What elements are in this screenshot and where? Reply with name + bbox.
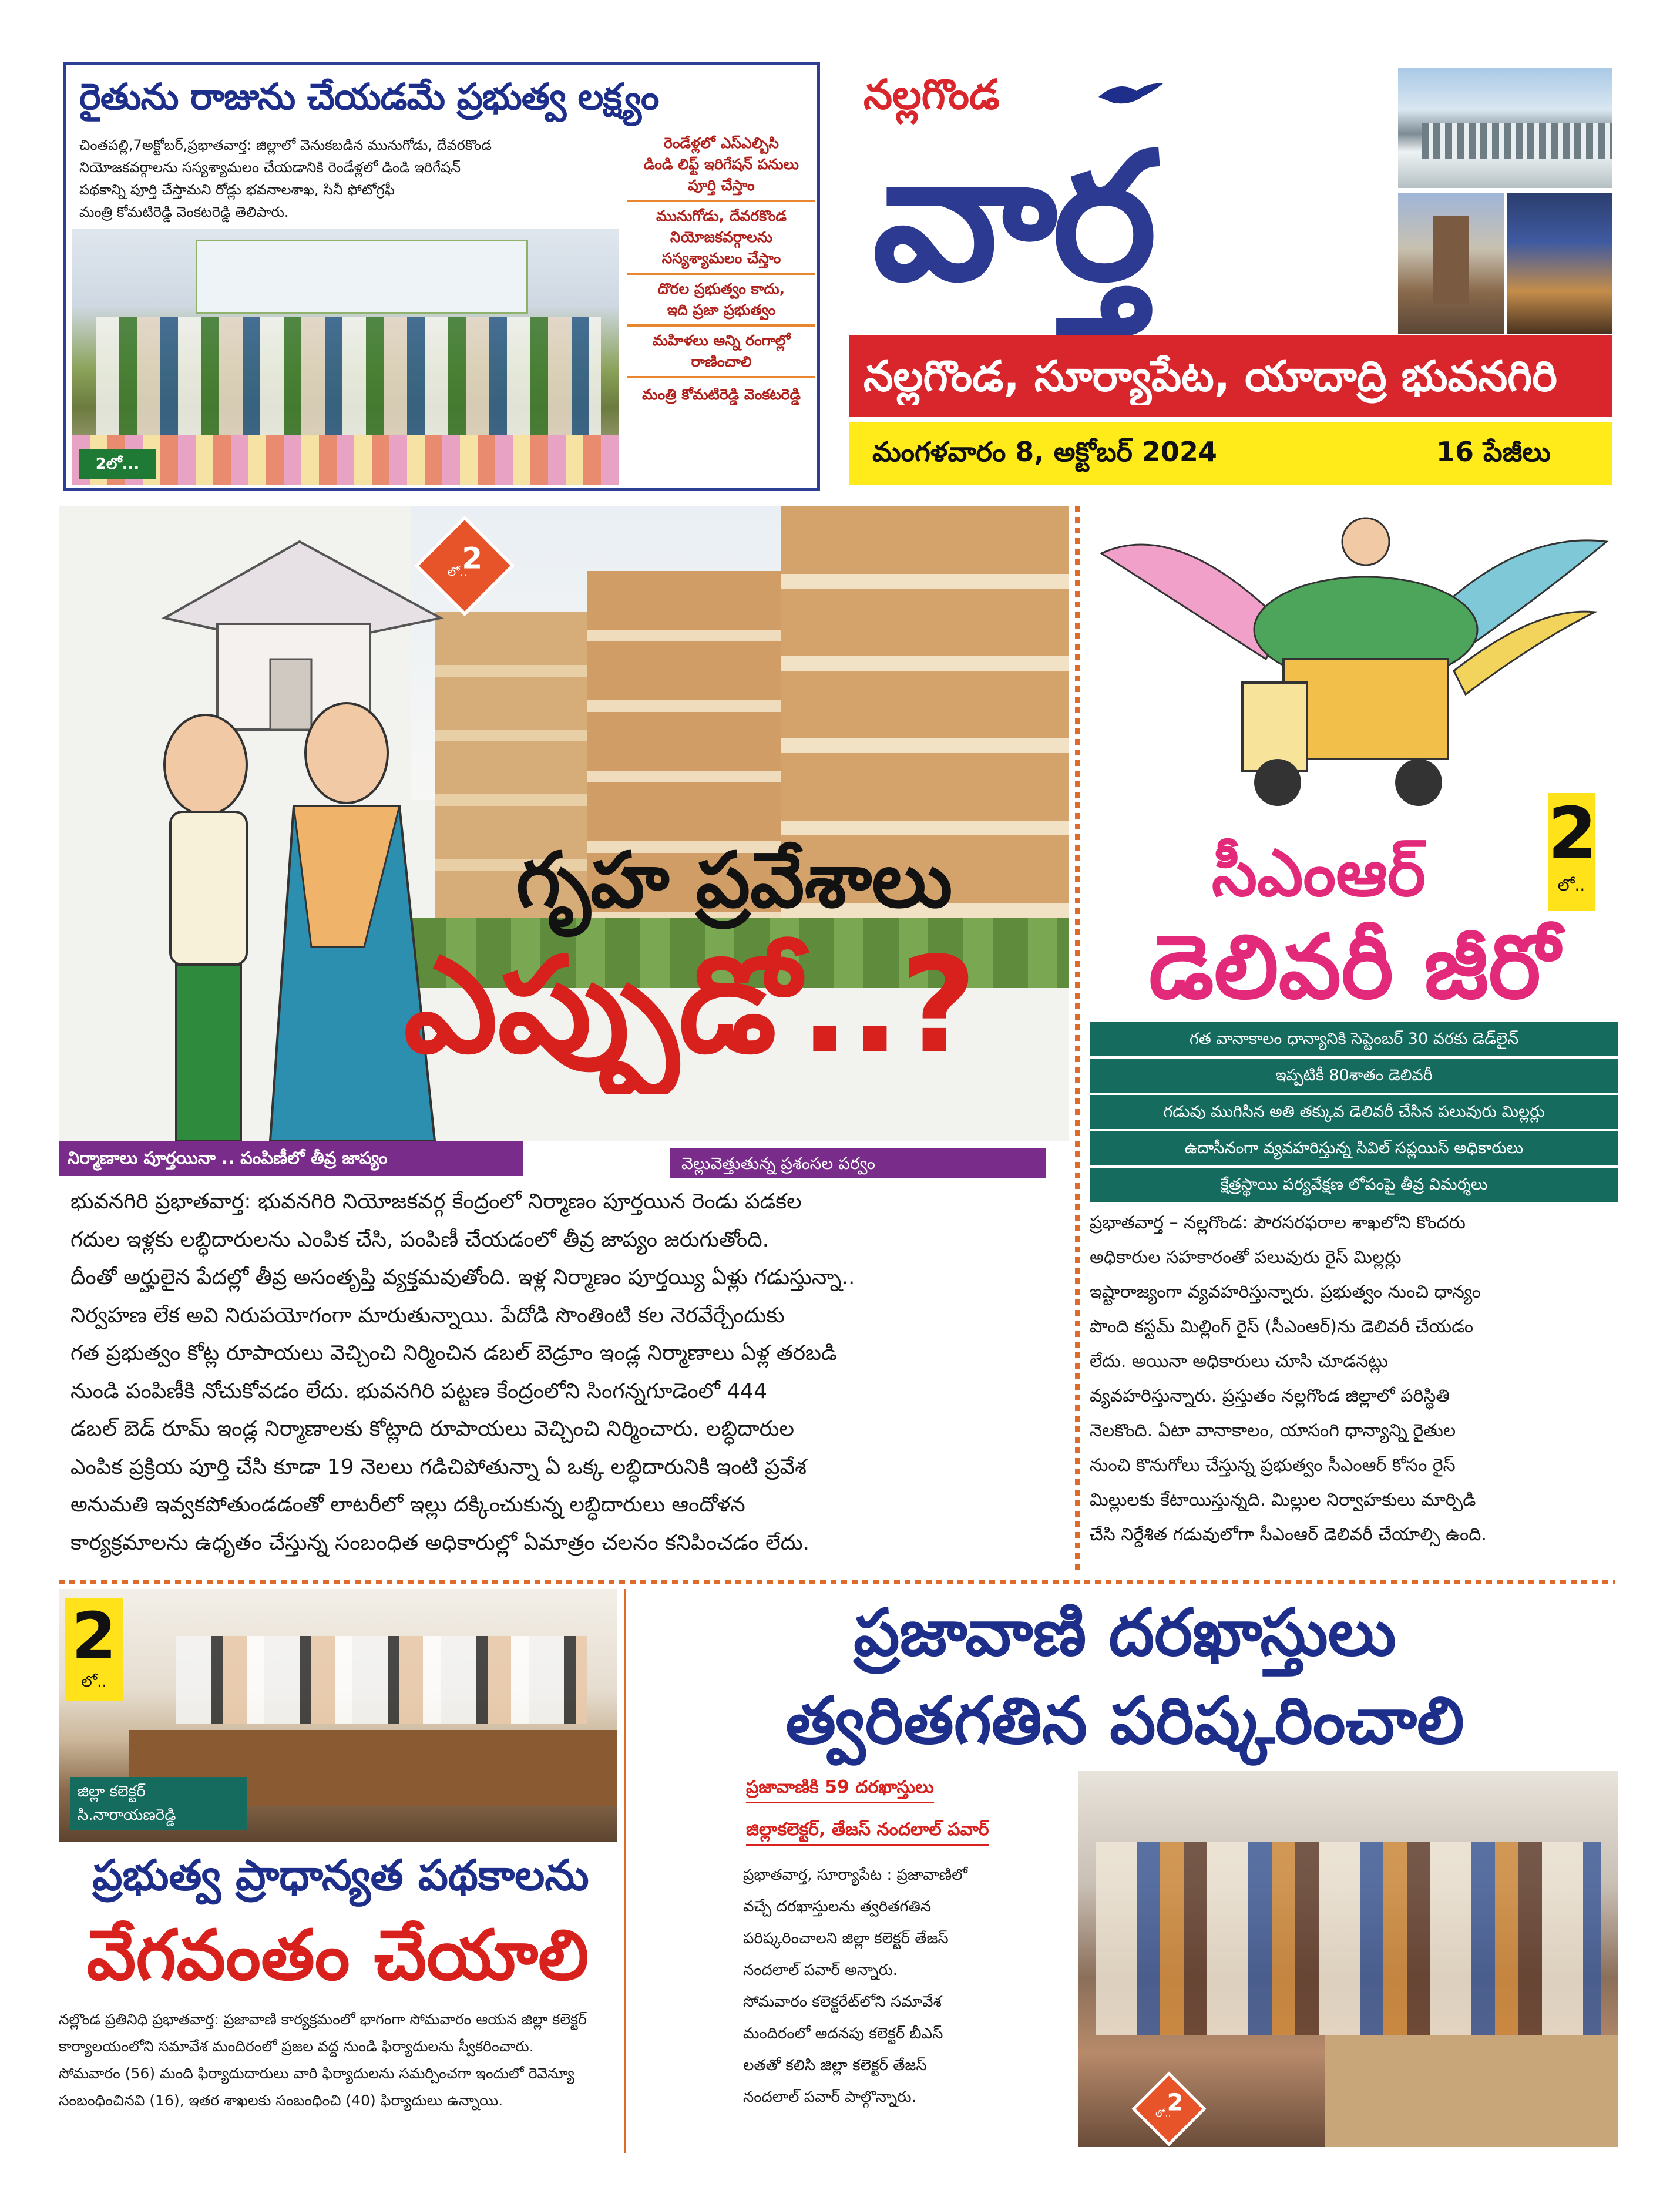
housing-line: అనుమతి ఇవ్వకపోతుండడంతో లాటరీలో ఇల్లు దక్కించుకున్న లబ్ధిదారులు ఆందోళన [70,1493,745,1517]
bullet-5-line: మంత్రి కోమటిరెడ్డి వెంకటరెడ్డి [642,386,801,403]
badge-2lo-cmr[interactable] [1548,793,1595,911]
cmr-line: చేసి నిర్దేశిత గడువులోగా సీఎంఆర్ డెలివరీ చేయాల్సి ఉంది. [1090,1524,1487,1545]
top-story-line: మంత్రి కోమటిరెడ్డి వెంకటరెడ్డి తెలిపారు. [79,204,289,220]
date-bar [849,422,1612,485]
housing-sub-left-text: నిర్మాణాలు పూర్తయినా .. పంపిణీలో తీవ్ర జాప్యం [68,1148,388,1168]
cmr-line: మిల్లులకు కేటాయిస్తున్నది. మిల్లుల నిర్వాహకులు మార్పిడి [1090,1490,1476,1510]
housing-line: గత ప్రభుత్వం కోట్ల రూపాయలు వెచ్చించి నిర్మించిన డబల్ బెడ్రూం ఇండ్ల నిర్మాణాలు ఏళ్ల తరబడి [70,1341,837,1365]
cmr-bar-1-text: గత వానాకాలం ధాన్యానికి సెప్టెంబర్ 30 వరకు డెడ్‌లైన్ [1189,1030,1519,1048]
temple-tower [1433,216,1469,304]
cmr-bar-2-text: ఇప్పటికీ 80శాతం డెలివరీ [1275,1066,1433,1084]
housing-line: దీంతో అర్హులైన పేదల్లో తీవ్ర అసంతృప్తి వ్యక్తమవుతోంది. ఇళ్ల నిర్మాణం పూర్తయ్యి ఏళ్లు గడుస్తున్నా.. [70,1265,855,1289]
dam-wall [1422,123,1612,159]
bullet-3-line: దొరల ప్రభుత్వం కాదు, [657,280,785,297]
bullet-1 [627,129,815,202]
cmr-bar-5-text: క్షేత్రస్థాయి పర్యవేక్షణ లోపంపై తీవ్ర విమర్శలు [1220,1175,1488,1194]
column-divider [1075,506,1080,1574]
caption-line: జిల్లా కలెక్టర్ [78,1783,146,1800]
top-story-line: పథకాన్ని పూర్తి చేస్తామని రోడ్లు భవనాలశాఖ, సినీ ఫోటోగ్రఫీ [79,182,395,198]
prajavani-line: పరిష్కరించాలని జిల్లా కలెక్టర్ తేజస్ [743,1930,949,1947]
collector-headline-2: వేగవంతం చేయాలి [86,1914,589,1995]
page-ref-2lo[interactable]: 2లో... [79,449,156,479]
issue-date: మంగళవారం 8, అక్టోబర్ 2024 [872,436,1217,468]
page-count: 16 పేజీలు [1436,436,1551,468]
cmr-line: ప్రభాతవార్త – నల్లగొండ: పౌరసరఫరాల శాఖలోని కొందరు [1090,1212,1466,1233]
badge-num: 2 [462,541,483,576]
officials-row [176,1636,587,1724]
badge-num: 2 [71,1598,117,1674]
bullet-3-line: ఇది ప్రజా ప్రభుత్వం [667,301,776,318]
cmr-story [1090,506,1618,1574]
cmr-line: నెలకొంది. ఏటా వానాకాలం, యాసంగి ధాన్యాన్ని రైతుల [1090,1420,1456,1441]
prajavani-line: సోమవారం కలెక్టరేట్‌లోని సమావేశ [743,1993,942,2011]
collector-line: కార్యాలయంలోని సమావేశ మందిరంలో ప్రజల వద్ద నుండి ఫిర్యాదులను స్వీకరించారు. [59,2038,534,2055]
meeting-photo [59,1589,617,1842]
collector-body [59,2006,617,2114]
caption-line: సి.నారాయణరెడ్డి [78,1806,176,1824]
top-story-box [63,62,820,491]
cmr-line: అధికారుల సహకారంతో పలువురు రైస్ మిల్లర్లు [1090,1247,1402,1268]
housing-line: నిర్వహణ లేక అవి నిరుపయోగంగా మారుతున్నాయి. పేదోడి సొంతింటి కల నెరవేర్చేందుకు [70,1303,785,1328]
cmr-line: నుంచి కొనుగోలు చేస్తున్న ప్రభుత్వం సీఎంఆర్ కోసం రైస్ [1090,1455,1456,1476]
prajavani-story [631,1589,1618,2153]
prajavani-body [743,1859,1066,2113]
cmr-headline-2: డెలివరీ జీరో [1148,916,1560,1019]
prajavani-line: మందిరంలో అదనపు కలెక్టర్ బీఎస్ [743,2025,943,2042]
top-story-body [79,134,626,223]
cmr-line: పొంది కస్టమ్ మిల్లింగ్ రైస్ (సీఎంఆర్)ను డెలివరీ చేయడం [1090,1316,1474,1337]
housing-line: గదుల ఇళ్లకు లబ్ధిదారులను ఎంపిక చేసి, పంపిణీ చేయడంలో తీవ్ర జాప్యం జరుగుతోంది. [70,1227,770,1252]
collector-line: సోమవారం (56) మంది ఫిర్యాదుదారులు వారి ఫిర్యాదులను సమర్పించగా ఇందులో రెవెన్యూ [59,2065,574,2082]
badge-2lo-prajavani[interactable] [1131,2071,1206,2146]
cmr-bar-2 [1090,1059,1618,1095]
housing-story [59,506,1069,1574]
column-divider-2 [624,1589,626,2153]
prajavani-sub-2: జిల్లాకలెక్టర్, తేజస్ నందలాల్ పవార్ [746,1819,989,1846]
logo-main: వార్త [872,115,1153,320]
collector-caption [70,1777,247,1830]
logo-prefix: నల్లగొండ [863,70,1000,119]
cmr-line: ఇష్టారాజ్యంగా వ్యవహరిస్తున్నారు. ప్రభుత్వం నుంచి ధాన్యం [1090,1282,1481,1302]
housing-line: కార్యక్రమాలను ఉధృతం చేస్తున్న సంబంధిత అధికారుల్లో ఏమాత్రం చలనం కనిపించడం లేదు. [70,1530,810,1555]
badge-text: లో.. [1155,2108,1171,2119]
cmr-headline-1: సీఎంఆర్ [1211,835,1426,911]
cmr-bar-4 [1090,1131,1618,1168]
collector-line: నల్లొండ ప్రతినిధి ప్రభాతవార్త: ప్రజావాణి కార్యక్రమంలో భాగంగా సోమవారం ఆయన జిల్లా కలెక్టర్ [59,2011,587,2028]
cmr-bar-5 [1090,1168,1618,1202]
cmr-line: లేదు. అయినా అధికారులు చూసి చూడనట్లు [1090,1351,1388,1372]
district-bar [849,335,1612,417]
cmr-bar-3 [1090,1095,1618,1131]
badge-2lo-collector[interactable] [65,1598,123,1701]
badge-num: 2 [1167,2089,1184,2117]
cmr-bar-4-text: ఉదాసీనంగా వ్యవహరిస్తున్న సివిల్ సప్లయిస్ అధికారులు [1184,1139,1524,1157]
winged-truck-cartoon [1090,506,1618,835]
housing-headline-1: గృహ ప్రవేశాలు [516,835,953,925]
bullet-4 [627,327,815,378]
bullet-1-line: పూర్తి చేస్తాం [688,177,755,194]
prajavani-headline-2: త్వరితగతిన పరిష్కరించాలి [785,1683,1464,1758]
crowd-photo [1078,1771,1618,2147]
stage-banner [196,240,528,314]
masthead [849,59,1612,491]
collector-story [59,1589,617,2153]
temple-photo [1398,193,1504,334]
top-story-headline: రైతును రాజును చేయడమే ప్రభుత్వ లక్ష్యం [79,75,659,118]
housing-line: నుండి పంపిణీకి నోచుకోవడం లేదు. భువనగిరి పట్టణ కేంద్రంలోని సింగన్నగూడెంలో 444 [70,1379,767,1403]
collector-line: సంబంధించినవి (16), ఇతర శాఖలకు సంబంధించి (40) ఫిర్యాదులు ఉన్నాయి. [59,2092,503,2109]
cmr-line: వ్యవహరిస్తున్నారు. ప్రస్తుతం నల్లగొండ జిల్లాలో పరిస్థితి [1090,1386,1450,1406]
bullet-2-line: మునుగోడు, దేవరకొండ [656,207,787,224]
people-row [96,317,601,435]
housing-headline-2: ఎప్పుడో..? [404,929,977,1083]
prajavani-line: నందలాల్ పవార్ అన్నారు. [743,1961,898,1979]
housing-sub-right [670,1148,1046,1178]
bullet-3 [627,275,815,327]
housing-line: భువనగిరి ప్రభాతవార్త: భువనగిరి నియోజకవర్గ కేంద్రంలో నిర్మాణం పూర్తయిన రెండు పడకల [70,1190,802,1214]
bullet-2-line: సస్యశ్యామలం చేస్తాం [661,250,781,267]
top-story-bullets [627,129,815,411]
apartment-photo [59,506,1069,1141]
cmr-body [1090,1205,1612,1552]
city-night-photo [1507,193,1612,334]
housing-body [70,1183,1063,1562]
prajavani-line: నందలాల్ పవార్ పాల్గొన్నారు. [743,2088,916,2106]
bullet-4-line: రాణించాలి [691,353,752,370]
district-names: నల్లగొండ, సూర్యాపేట, యాదాద్రి భువనగిరి [863,351,1557,401]
minister-stage-photo [72,229,619,485]
prajavani-line: లతతో కలిసి జిల్లా కలెక్టర్ తేజస్ [743,2057,927,2074]
row-divider [59,1580,1615,1584]
bullet-5 [627,378,815,411]
badge-text: లో.. [1557,875,1585,895]
dam-photo [1398,68,1612,188]
housing-line: డబల్ బెడ్ రూమ్ ఇండ్ల నిర్మాణాలకు కోట్లాది రూపాయలు వెచ్చించి నిర్మించారు. లబ్ధిదారుల [70,1417,794,1441]
bullet-1-line: డిండి లిఫ్ట్ ఇరిగేషన్ పనులు [644,156,799,173]
top-story-line: చింతపల్లి,7అక్టోబర్,ప్రభాతవార్త: జిల్లాలో వెనుకబడిన మునుగోడు, దేవరకొండ [79,137,492,153]
cmr-bars [1090,1022,1618,1202]
prajavani-headline-1: ప్రజావాణి దరఖాస్తులు [854,1595,1396,1670]
housing-sub-left [59,1141,523,1176]
crowd-people [1096,1842,1601,2035]
bullet-1-line: రెండేళ్లలో ఎస్ఎల్బిసి [664,135,779,152]
housing-line: ఎంపిక ప్రక్రియ పూర్తి చేసి కూడా 19 నెలలు గడిచిపోతున్నా ఏ ఒక్క లబ్ధిదారునికి ఇంటి ప్రవేశ [70,1454,807,1479]
prajavani-line: ప్రభాతవార్త, సూర్యాపేట : ప్రజావాణిలో [743,1866,967,1884]
collector-headline-1: ప్రభుత్వ ప్రాధాన్యత పథకాలను [92,1850,589,1900]
bullet-2 [627,202,815,275]
prajavani-sub-1: ప్రజావాణికి 59 దరఖాస్తులు [746,1777,934,1803]
badge-num: 2 [1548,793,1597,875]
desk [1325,2035,1618,2147]
badge-text: లో.. [81,1673,107,1691]
badge-text: లో.. [447,564,468,579]
top-story-line: నియోజకవర్గాలను సస్యశ్యామలం చేయడానికి రెండేళ్లలో డిండి ఇరిగేషన్ [79,159,461,176]
housing-sub-right-text: వెల్లువెత్తుతున్న ప్రశంసల పర్వం [681,1154,876,1173]
prajavani-line: వచ్చే దరఖాస్తులను త్వరితగతిన [743,1898,932,1916]
cmr-bar-3-text: గడువు ముగిసిన అతి తక్కువ డెలివరీ చేసిన పలువురు మిల్లర్లు [1163,1103,1545,1121]
cmr-bar-1 [1090,1022,1618,1059]
bullet-2-line: నియోజకవర్గాలను [670,229,773,246]
bullet-4-line: మహిళలు అన్ని రంగాల్లో [652,332,791,349]
